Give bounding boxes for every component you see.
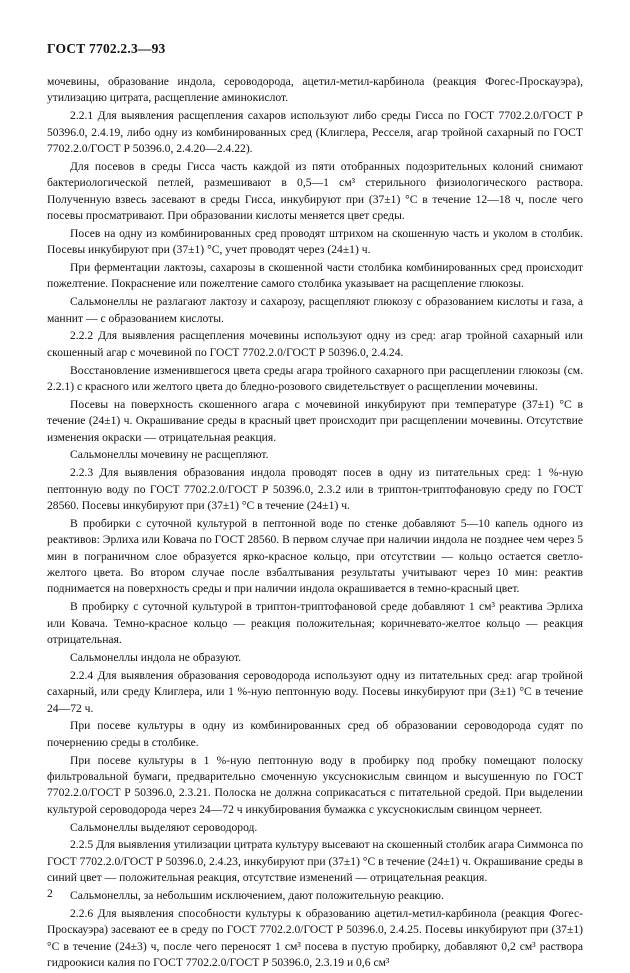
paragraph: В пробирку с суточной культурой в триптон-триптофановой среде добавляют 1 см³ реактива Эрлиха или Ковача. Темно-красное кольцо — реакция положительная; коричневато-желтое кольцо — реакция отрицательная. bbox=[47, 600, 583, 647]
paragraph: Сальмонеллы не разлагают лактозу и сахарозу, расщепляют глюкозу с образованием кислоты и газа, а маннит — с образованием кислоты. bbox=[47, 295, 583, 325]
paragraph-2-2-6: 2.2.6 Для выявления способности культуры к образованию ацетил-метил-карбинола (реакция Фогес-Проскауэра) засевают ее в среду по ГОСТ 7702.2.0/ГОСТ Р 50396.0, 2.4.25. Посевы инкубируют при (37±1) °С в течение (24±3) ч, после чего переносят 1 см³ посева в пустую пробирку, добавляют 0,2 см³ раствора гидроокиси калия по ГОСТ 7702.2.0/ГОСТ Р 50396.0, 2.3.19 и 0,6 см³ bbox=[47, 906, 583, 969]
paragraph: Для посевов в среды Гисса часть каждой из пяти отобранных подозрительных колоний снимают бактериологической петлей, размешивают в 0,5—1 см³ стерильного физиологического раствора. Полученную взвесь засевают в среды Гисса, инкубируют при (37±1) °С в течение 12—18 ч, после чего посевы просматривают. При образовании кислоты меняется цвет среды. bbox=[47, 159, 583, 223]
paragraph: При посеве культуры в 1 %-ную пептонную воду в пробирку под пробку помещают полоску фильтровальной бумаги, предварительно смоченную уксуснокислым свинцом и высушенную по ГОСТ 7702.2.0/ГОСТ Р 50396.0, 2.3.21. Полоска не должна соприкасаться с питательной средой. При выделении культурой сероводорода через 24—72 ч инкубирования бумажка с уксуснокислым свинцом чернеет. bbox=[47, 753, 583, 816]
page-number: 2 bbox=[47, 887, 53, 900]
paragraph-2-2-4: 2.2.4 Для выявления образования сероводорода используют одну из питательных сред: агар тройной сахарный, или среду Клиглера, или 1 %-ную пептонную воду. Посевы инкубируют при (3±1) °С в течение 24—72 ч. bbox=[47, 668, 583, 715]
paragraph: Посев на одну из комбинированных сред проводят штрихом на скошенную часть и уколом в столбик. Посевы инкубируют при (37±1) °С, учет проводят через (24±1) ч. bbox=[47, 226, 583, 257]
paragraph: В пробирки с суточной культурой в пептонной воде по стенке добавляют 5—10 капель одного из реактивов: Эрлиха или Ковача по ГОСТ 28560. В первом случае при наличии индола не позднее чем через 5 мин в пограничном слое образуется ярко-красное кольцо, при отсутствии — кольцо остается светло-желтого цвета. Во втором случае после взбалтывания результаты учитывают через 10 мин: реактив поднимается на поверхность среды и при наличии индола окрашивается в темно-красный цвет. bbox=[47, 516, 583, 596]
paragraph: При посеве культуры в одну из комбинированных сред об образовании сероводорода судят по почернению среды в столбике. bbox=[47, 719, 583, 749]
paragraph: Сальмонеллы мочевину не расщепляют. bbox=[70, 448, 269, 462]
paragraph: Сальмонеллы выделяют сероводород. bbox=[70, 820, 258, 834]
paragraph-2-2-2: 2.2.2 Для выявления расщепления мочевины используют одну из сред: агар тройной сахарный или скошенный агар с мочевиной по ГОСТ 7702.2.0/ГОСТ Р 50396.0, 2.4.24. bbox=[47, 329, 583, 359]
paragraph-2-2-5: 2.2.5 Для выявления утилизации цитрата культуру высевают на скошенный столбик агара Симмонса по ГОСТ 7702.2.0/ГОСТ Р 50396.0, 2.4.23, инкубируют при (37±1) °С в течение (24±1) ч. Окрашивание среды в синий цвет — положительная реакция, отсутствие изменений — отрицательная реакция. bbox=[47, 838, 583, 885]
paragraph-2-2-3: 2.2.3 Для выявления образования индола проводят посев в одну из питательных сред: 1 %-ную пептонную воду по ГОСТ 7702.2.0/ГОСТ Р 50396.0, 2.3.2 или в триптон-триптофановую среду по ГОСТ 28560. Посевы инкубируют при (37±1) °С в течение (24±1) ч. bbox=[47, 466, 583, 513]
paragraph: Сальмонеллы, за небольшим исключением, дают положительную реакцию. bbox=[70, 888, 444, 902]
document-body bbox=[47, 74, 583, 973]
page-header-title: ГОСТ 7702.2.3—93 bbox=[47, 41, 166, 56]
paragraph: Восстановление изменившегося цвета среды агара тройного сахарного при расщеплении глюкозы (см. 2.2.1) с красного или желтого цвета до бледно-розового свидетельствует о расщеплении мочевины. bbox=[47, 363, 583, 394]
paragraph-2-2-1: 2.2.1 Для выявления расщепления сахаров используют либо среды Гисса по ГОСТ 7702.2.0/ГОСТ Р 50396.0, 2.4.19, либо одну из комбинированных сред (Клиглера, Ресселя, агар тройной сахарный по ГОСТ 7702.2.0/ГОСТ Р 50396.0, 2.4.20—2.4.22). bbox=[47, 109, 583, 156]
paragraph: Сальмонеллы индола не образуют. bbox=[70, 650, 242, 664]
paragraph: При ферментации лактозы, сахарозы в скошенной части столбика комбинированных сред происходит пожелтение. Покраснение или пожелтение самого столбика указывает на расщепление глюкозы. bbox=[47, 261, 583, 291]
paragraph: Посевы на поверхность скошенного агара с мочевиной инкубируют при температуре (37±1) °С в течение (24±1) ч. Окрашивание среды в красный цвет происходит при расщеплении мочевины. Отсутствие изменения окраски — отрицательная реакция. bbox=[47, 397, 583, 444]
paragraph-continuation: мочевины, образование индола, сероводорода, ацетил-метил-карбинола (реакция Фогес-Проскауэра), утилизацию цитрата, расщепление аминокислот. bbox=[47, 75, 583, 105]
